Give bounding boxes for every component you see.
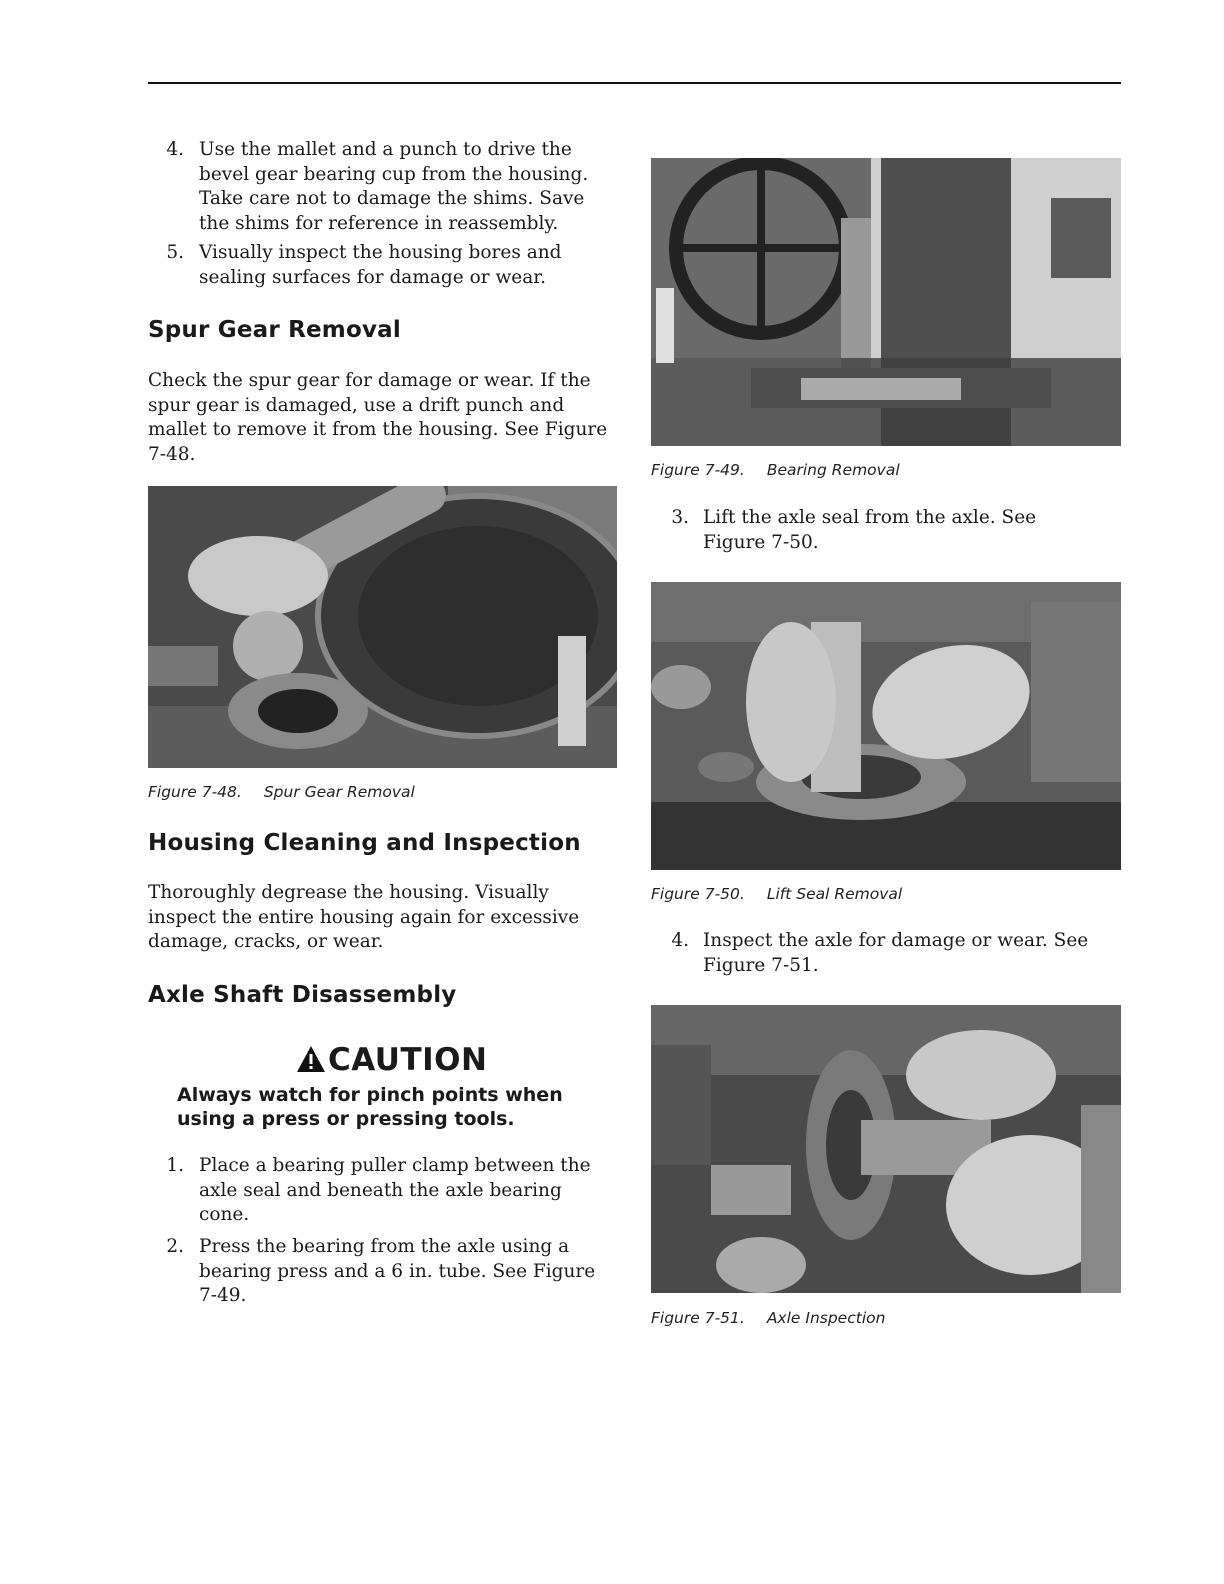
figure-7-49-photo bbox=[651, 158, 1121, 446]
step-number: 4. bbox=[166, 139, 184, 160]
spur-gear-paragraph: Check the spur gear for damage or wear. If the spur gear is damaged, use a drift punch and mallet to remove it from the housing. See Figure 7-48. bbox=[148, 370, 608, 465]
header-rule bbox=[148, 82, 1121, 84]
figure-title: Axle Inspection bbox=[766, 1309, 886, 1327]
step-text: Inspect the axle for damage or wear. See Figure 7-51. bbox=[703, 930, 1089, 976]
step-number: 5. bbox=[166, 242, 184, 263]
spur-gear-heading: Spur Gear Removal bbox=[148, 317, 401, 343]
figure-title: Lift Seal Removal bbox=[766, 885, 903, 903]
warning-triangle-icon bbox=[296, 1045, 326, 1081]
step-number: 3. bbox=[671, 507, 689, 528]
housing-heading: Housing Cleaning and Inspection bbox=[148, 830, 581, 856]
figure-title: Bearing Removal bbox=[766, 461, 900, 479]
step-number: 2. bbox=[166, 1236, 184, 1257]
figure-number: Figure 7-48. bbox=[148, 783, 242, 801]
figure-7-50-caption bbox=[651, 884, 902, 904]
step-text: Use the mallet and a punch to drive the bevel gear bearing cup from the housing. Take care not to damage the shims. Save the shims for reference in reassembly. bbox=[199, 139, 589, 234]
step-text: Lift the axle seal from the axle. See Figure 7-50. bbox=[703, 507, 1037, 553]
housing-paragraph: Thoroughly degrease the housing. Visually inspect the entire housing again for excessive damage, cracks, or wear. bbox=[148, 882, 580, 952]
figure-number: Figure 7-50. bbox=[651, 885, 745, 903]
figure-7-48-photo bbox=[148, 486, 617, 768]
figure-7-48-caption bbox=[148, 782, 415, 802]
figure-7-51-photo bbox=[651, 1005, 1121, 1293]
step-number: 1. bbox=[166, 1155, 184, 1176]
caution-text: Always watch for pinch points when using a press or pressing tools. bbox=[177, 1084, 563, 1130]
step-text: Place a bearing puller clamp between the axle seal and beneath the axle bearing cone. bbox=[199, 1155, 591, 1225]
axle-heading: Axle Shaft Disassembly bbox=[148, 982, 457, 1008]
figure-title: Spur Gear Removal bbox=[263, 783, 415, 801]
figure-number: Figure 7-51. bbox=[651, 1309, 745, 1327]
caution-title: CAUTION bbox=[296, 1042, 487, 1081]
figure-7-51-caption bbox=[651, 1308, 885, 1328]
figure-7-50-photo bbox=[651, 582, 1121, 870]
figure-number: Figure 7-49. bbox=[651, 461, 745, 479]
step-text: Press the bearing from the axle using a bearing press and a 6 in. tube. See Figure 7-49. bbox=[199, 1236, 596, 1306]
figure-7-49-caption bbox=[651, 460, 900, 480]
step-text: Visually inspect the housing bores and sealing surfaces for damage or wear. bbox=[199, 242, 562, 288]
step-number: 4. bbox=[671, 930, 689, 951]
